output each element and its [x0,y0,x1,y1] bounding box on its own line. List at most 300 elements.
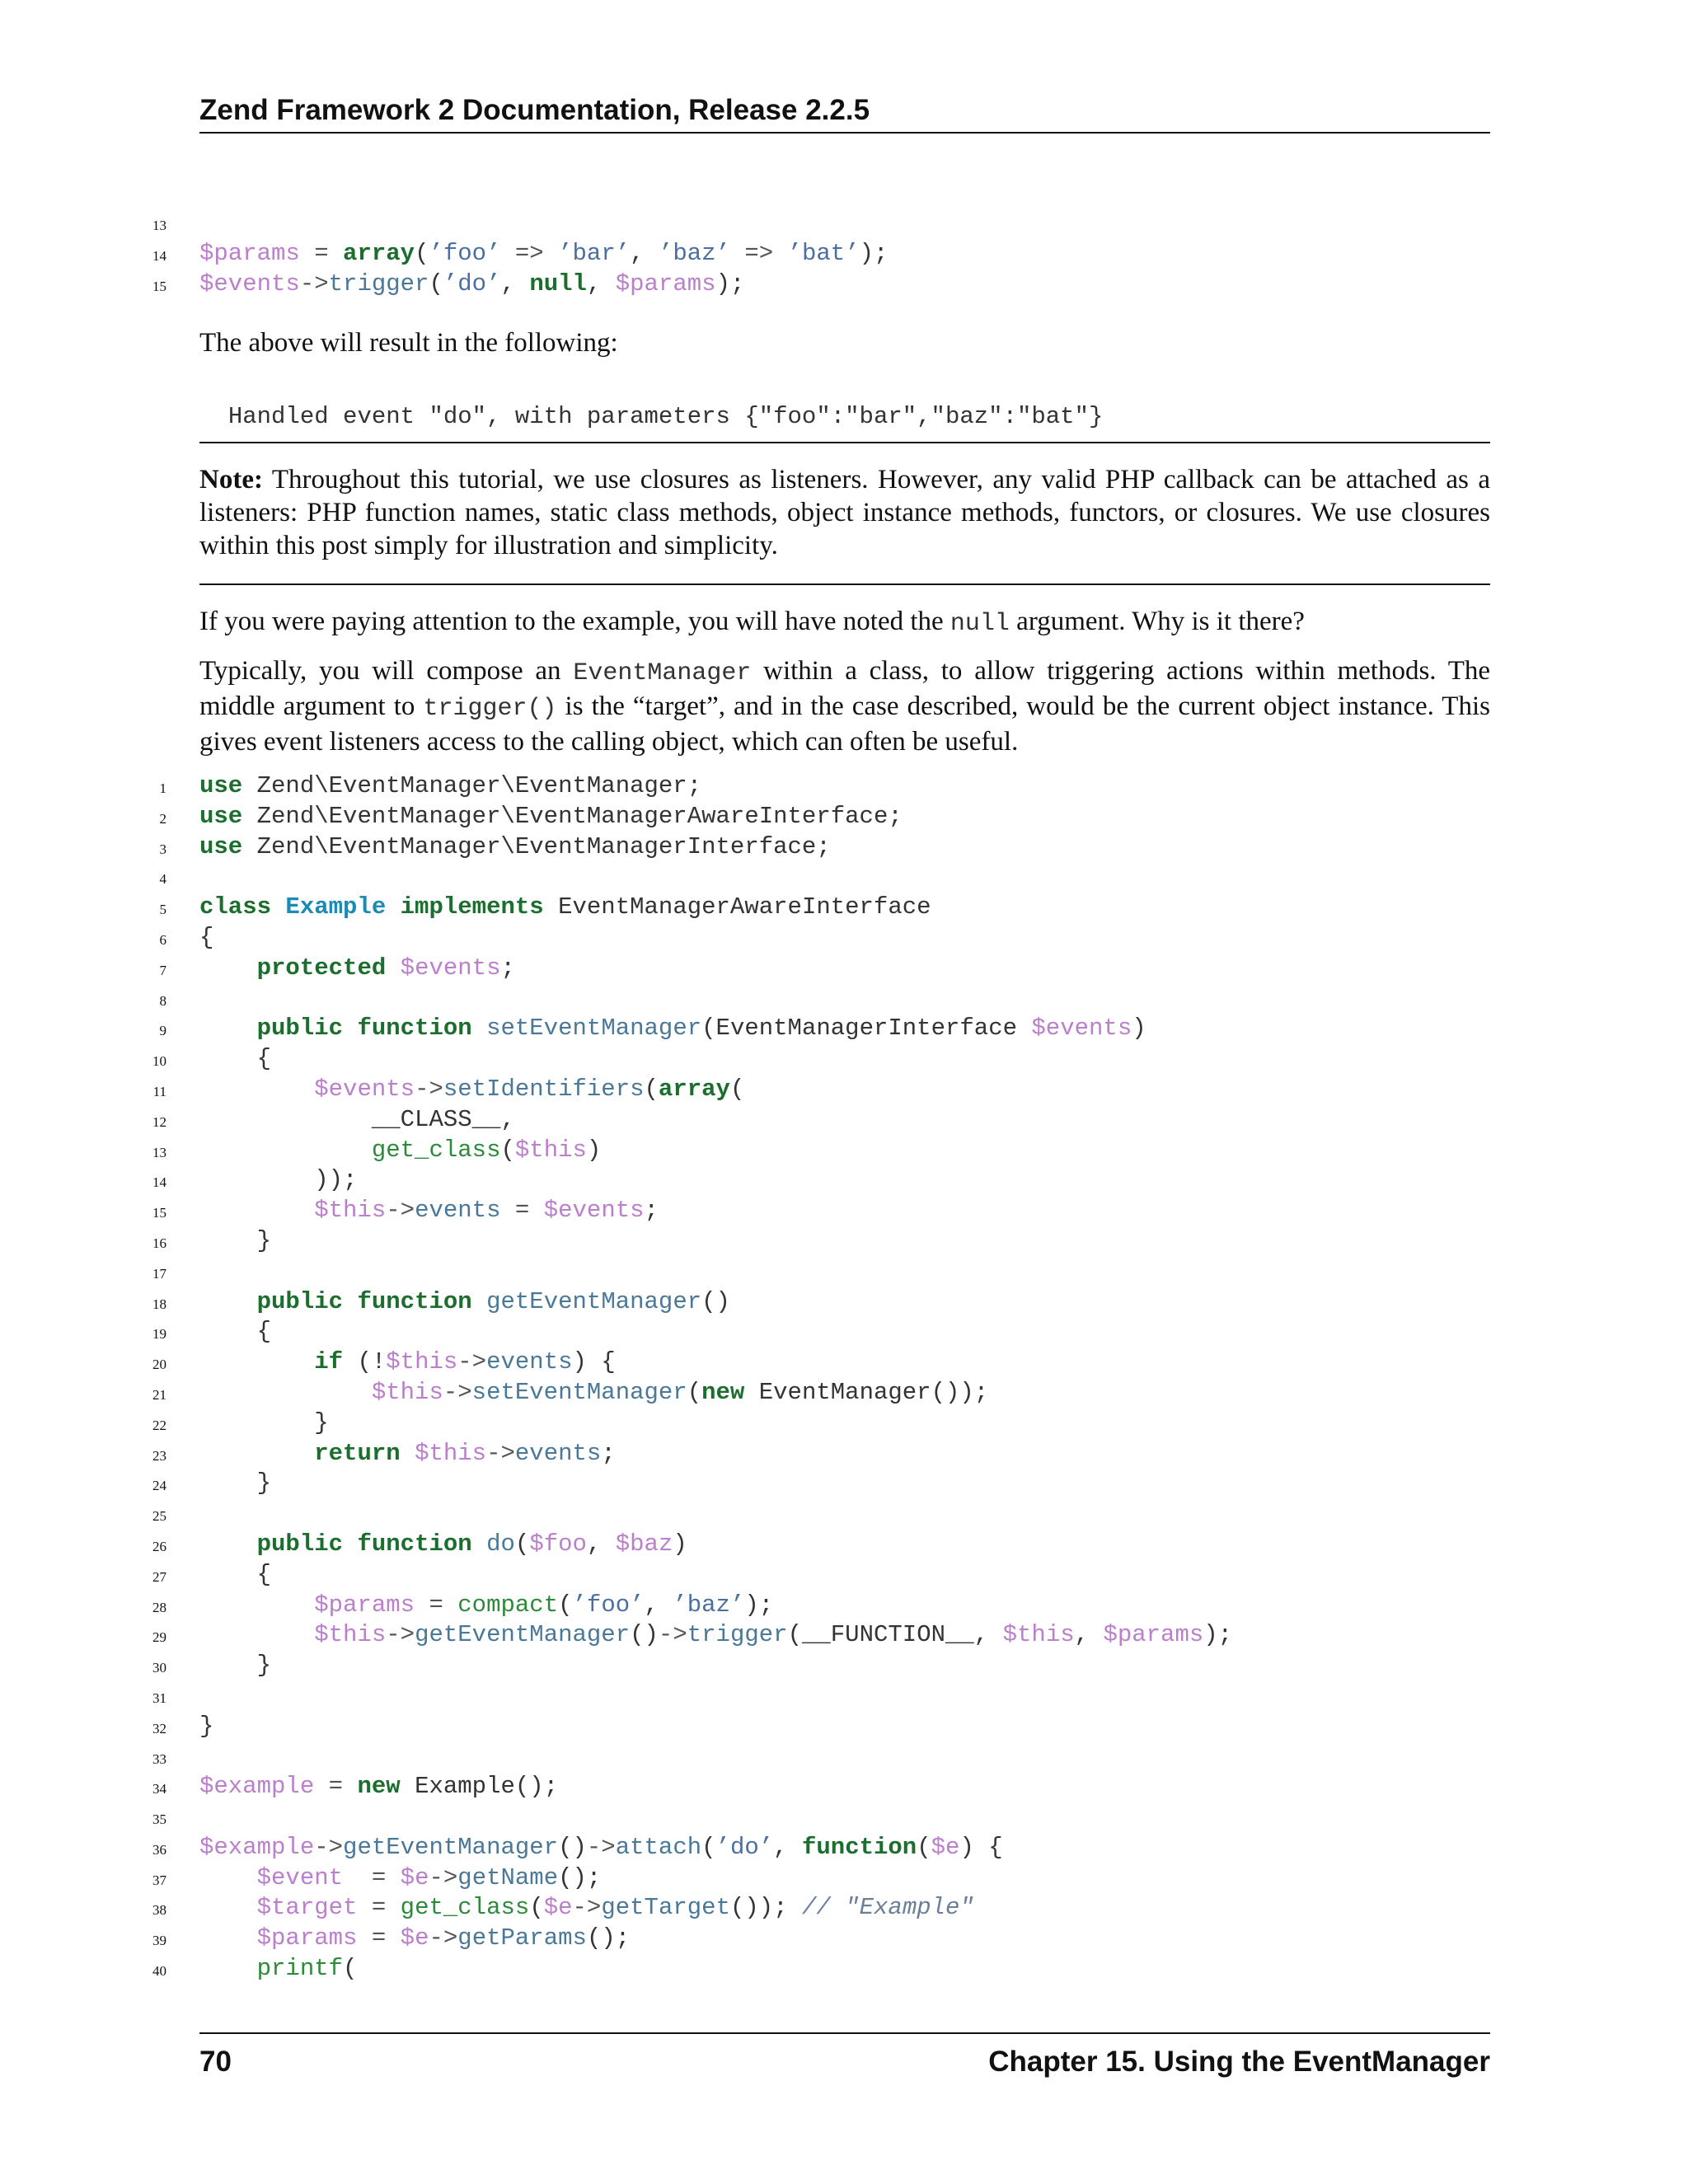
code-token: -> [429,1924,458,1952]
code-line [124,1772,1525,1802]
code-token: array [658,1075,730,1103]
code-token: } [199,1712,214,1740]
code-token: ()); [729,1894,802,1922]
code-token: ) { [959,1833,1003,1861]
code-token: ; [601,1439,616,1467]
line-number: 14 [152,247,166,264]
code-token: ’baz’ [673,1591,745,1619]
code-line [124,1075,1525,1105]
code-token: events [514,1439,602,1467]
code-token [199,1197,314,1224]
line-number: 15 [152,1205,166,1221]
code-token [199,1955,257,1982]
code-token: new [701,1378,745,1406]
code-token: ’do’ [715,1833,774,1861]
code-text [199,1439,616,1469]
code-token: ; [644,1197,659,1225]
output-line: Handled event "do", with parameters {"foo":"bar","baz":"bat"} [227,403,1104,430]
code-line [124,1560,1525,1591]
code-line [124,1802,1525,1833]
code-token: ’foo’ [429,239,501,267]
line-number: 28 [152,1599,166,1615]
code-token: => [500,239,559,267]
code-line [124,1499,1525,1530]
line-number: 23 [152,1447,166,1464]
code-text [199,832,831,863]
line-number: 14 [152,1174,166,1191]
code-token [472,1530,486,1558]
code-token: ( [644,1075,659,1103]
code-line [124,1165,1525,1196]
line-number: 31 [152,1690,166,1706]
code-token: $example [199,1833,315,1861]
code-token: = [314,1773,358,1801]
code-line [124,1681,1525,1712]
code-token: $this [314,1621,387,1649]
code-token [401,1440,415,1467]
code-line [124,1893,1525,1924]
code-token: , [586,269,616,298]
line-number: 5 [159,902,166,918]
code-token: getParams [457,1924,587,1952]
code-token: $this [314,1197,387,1225]
line-number: 7 [159,962,166,978]
code-token [472,1288,486,1315]
code-token: (EventManagerInterface [701,1015,1032,1043]
code-text [199,1772,558,1802]
line-number: 2 [159,810,166,827]
compose-part2: within a class, to allow triggering actions within methods. The middle argument to [199,656,1490,721]
code-token: return [314,1439,401,1467]
result-intro-text: The above will result in the following: [199,328,618,358]
code-token [199,1288,257,1315]
code-token [199,1894,257,1921]
code-token: attach [615,1833,702,1861]
code-token: getTarget [601,1894,730,1922]
line-number: 13 [152,1144,166,1160]
code-line [124,862,1525,893]
code-token: , [644,1591,673,1619]
note-body [199,463,1490,562]
code-token: -> [386,1621,415,1649]
code-token: , [1074,1621,1104,1649]
code-line [124,1136,1525,1166]
code-token [386,893,400,921]
code-text [199,1954,357,1985]
code-token: ’foo’ [572,1591,645,1619]
code-token: () [630,1621,659,1649]
code-token: -> [457,1348,487,1376]
code-token: $params [615,269,716,298]
code-text [199,1317,271,1347]
code-token: $foo [529,1530,587,1558]
code-token: use [199,772,243,799]
code-token: $this [386,1348,458,1376]
code-token: $this [514,1136,587,1164]
code-line [124,923,1525,954]
line-number: 20 [152,1357,166,1373]
code-token: $e [543,1894,573,1922]
line-number: 24 [152,1478,166,1494]
line-number: 36 [152,1841,166,1858]
code-text [199,1136,601,1166]
null-para-before: If you were paying attention to the example, you will have noted the [199,607,950,636]
code-token: ’bat’ [787,239,860,267]
line-number: 12 [152,1113,166,1130]
chapter-title: Chapter 15. Using the EventManager [988,2046,1490,2078]
code-text [199,269,744,300]
code-token: } [199,1408,329,1436]
line-number: 25 [152,1508,166,1525]
code-line [124,209,1525,239]
code-token: $e [400,1924,429,1952]
code-token: getEventManager [415,1621,631,1649]
paragraph-compose [199,654,1490,758]
code-line [124,1742,1525,1773]
code-token: $event [256,1863,344,1891]
code-text [199,1287,730,1318]
page-number: 70 [199,2046,232,2078]
code-token: , [630,239,659,267]
code-token [199,1530,257,1558]
code-block-trigger [124,209,1525,299]
code-text [199,954,515,984]
line-number: 11 [152,1083,166,1099]
code-token: , [773,1833,802,1861]
line-number: 15 [152,278,166,294]
null-para-after: argument. Why is it there? [1009,607,1305,636]
code-token: (); [586,1924,631,1952]
code-token: ) { [572,1348,616,1376]
code-token: null [529,269,587,298]
code-token [343,1015,357,1042]
code-token: $events [400,954,501,982]
code-token: -> [486,1439,515,1467]
code-token: ( [917,1833,931,1861]
code-token: ’baz’ [658,239,730,267]
code-token: = [299,239,344,267]
code-line [124,239,1525,269]
code-token [343,1288,357,1315]
paragraph-null-argument [199,605,1490,640]
code-token: } [199,1469,272,1497]
line-number: 30 [152,1660,166,1676]
code-token: $events [199,269,300,298]
line-number: 18 [152,1296,166,1312]
code-token: __CLASS__, [199,1105,515,1133]
code-line [124,1226,1525,1257]
code-token: } [199,1652,272,1680]
code-text [199,1893,974,1924]
code-token: public [256,1287,344,1315]
code-text [199,802,903,832]
code-token: => [729,239,788,267]
line-number: 38 [152,1902,166,1919]
code-token: $params [199,239,300,267]
code-token: $events [543,1197,645,1225]
line-number: 35 [152,1811,166,1828]
code-line [124,1620,1525,1651]
code-token: protected [256,954,387,982]
code-line [124,954,1525,984]
code-token: EventManager()); [744,1378,989,1406]
code-token: { [199,1045,272,1073]
code-token: $e [400,1863,429,1891]
code-line [124,1591,1525,1621]
code-token: function [357,1287,472,1315]
code-token: $params [1103,1621,1204,1649]
code-line [124,1287,1525,1318]
line-number: 19 [152,1326,166,1343]
code-line [124,832,1525,863]
code-token: if [314,1348,344,1376]
null-inline-code: null [950,610,1010,638]
code-token: $e [931,1833,960,1861]
code-token: $this [1002,1621,1075,1649]
line-number: 34 [152,1781,166,1797]
code-text [199,1924,630,1954]
line-number: 10 [152,1053,166,1070]
code-text [199,771,701,802]
code-text [199,1620,1232,1651]
code-token: Zend\EventManager\EventManager; [242,772,702,799]
code-token [199,954,257,982]
code-token: array [343,239,415,267]
code-token: ( [701,1833,716,1861]
code-token: ( [343,1955,358,1983]
code-token: ’bar’ [558,239,631,267]
code-token: class [199,893,272,921]
code-token [199,1864,257,1891]
code-token: ’do’ [443,269,501,298]
note-text: Throughout this tutorial, we use closures as listeners. However, any valid PHP callback can be attached as a listeners: PHP function names, static class methods, object instance methods, functors, or closures. We use closures within this post simply for illustration and simplicity. [199,465,1491,560]
code-token: printf [256,1955,344,1983]
code-token: -> [299,269,329,298]
code-text [199,1347,616,1378]
code-token: trigger [328,269,429,298]
code-text [199,1165,357,1196]
code-line [124,1924,1525,1954]
code-text [199,1712,213,1742]
code-token: ( [687,1378,702,1406]
code-token: $baz [615,1530,673,1558]
line-number: 37 [152,1872,166,1888]
code-token: )); [199,1166,358,1194]
code-line [124,1257,1525,1287]
code-line [124,1439,1525,1469]
code-text [199,1196,659,1226]
code-token: setEventManager [471,1378,687,1406]
code-token: = [357,1894,401,1922]
code-line [124,1469,1525,1499]
code-text [199,1651,271,1681]
code-token: ); [715,269,745,298]
code-text [199,1014,1146,1044]
code-token [386,954,400,982]
code-token: { [199,923,214,951]
code-token: $params [314,1591,415,1619]
code-token: -> [429,1863,458,1891]
code-line [124,1317,1525,1347]
line-number: 4 [159,871,166,888]
code-token: ( [429,269,443,298]
code-token: = [343,1863,401,1891]
code-block-example-class [124,771,1525,1985]
code-token: events [486,1348,573,1376]
code-token: Zend\EventManager\EventManagerAwareInterface; [242,802,903,830]
code-token: ) [1132,1015,1146,1043]
code-text [199,1105,515,1136]
line-number: 16 [152,1235,166,1251]
code-token: -> [572,1894,602,1922]
code-token: () [558,1833,587,1861]
code-token: (); [558,1863,602,1891]
code-token: , [500,269,530,298]
code-token: ); [1203,1621,1233,1649]
code-token [472,1015,486,1042]
code-text [199,1863,601,1894]
code-text [199,1408,329,1439]
code-token: ) [673,1530,687,1558]
code-token: $this [371,1378,443,1406]
code-token: (! [343,1348,387,1376]
code-token [199,1379,372,1406]
code-token: setIdentifiers [443,1075,645,1103]
code-text [199,1044,271,1075]
code-token: compact [457,1591,559,1619]
code-text [199,1560,271,1591]
code-token: $events [314,1075,415,1103]
code-token: ); [859,239,889,267]
code-token: Example [285,893,387,921]
code-token: getEventManager [343,1833,559,1861]
code-token: ( [529,1894,544,1922]
output-block [199,376,1103,430]
code-text [199,1075,744,1105]
code-text [199,239,888,269]
line-number: 33 [152,1750,166,1767]
code-line [124,1863,1525,1894]
line-number: 13 [152,218,166,233]
code-token: ) [586,1136,602,1164]
code-text [199,1226,271,1257]
code-line [124,802,1525,832]
code-line [124,893,1525,923]
code-token: implements [400,893,544,921]
code-token: events [415,1197,501,1225]
code-token: setEventManager [486,1015,702,1043]
code-token: $this [415,1439,487,1467]
code-token: -> [443,1378,472,1406]
code-token: getName [457,1863,559,1891]
code-token: } [199,1226,272,1254]
code-token: $params [256,1924,358,1952]
code-token: (__FUNCTION__, [787,1621,1003,1649]
compose-part3: is the “target”, and in the case described, would be the current object instance. This gives event listeners access to the calling object, which can often be useful. [199,691,1490,757]
paragraph-result-intro [199,326,1490,359]
line-number: 6 [159,931,166,948]
code-token [343,1530,357,1558]
code-token: $events [1031,1015,1132,1043]
code-line [124,1196,1525,1226]
code-token: ( [729,1075,745,1103]
code-text [199,893,931,923]
code-token: () [701,1287,730,1315]
code-token: -> [314,1833,344,1861]
code-line [124,1044,1525,1075]
line-number: 29 [152,1629,166,1646]
code-token: get_class [400,1894,530,1922]
code-line [124,269,1525,300]
code-token: public [256,1530,344,1558]
code-token: = [500,1197,544,1225]
code-line [124,1954,1525,1985]
note-label: Note: [199,465,263,494]
line-number: 22 [152,1417,166,1433]
code-line [124,1408,1525,1439]
code-token: $target [256,1894,358,1922]
document-title: Zend Framework 2 Documentation, Release 2.2.5 [199,94,870,126]
line-number: 32 [152,1720,166,1736]
code-token [199,1591,314,1619]
page-footer [199,2032,1490,2083]
line-number: 8 [159,992,166,1009]
line-number: 9 [159,1023,166,1039]
code-text [199,1378,988,1408]
trigger-inline-code: trigger() [423,695,557,723]
code-token: new [357,1773,401,1801]
code-line [124,1014,1525,1044]
code-line [124,1105,1525,1136]
code-token: public [256,1015,344,1043]
line-number: 3 [159,841,166,857]
code-token: EventManagerAwareInterface [543,893,931,921]
code-text [199,1591,773,1621]
code-token: -> [415,1075,443,1103]
line-number: 21 [152,1386,166,1403]
code-token: = [357,1924,401,1952]
code-token: ); [744,1591,774,1619]
code-token: -> [386,1197,415,1225]
line-number: 27 [152,1568,166,1585]
code-line [124,1378,1525,1408]
line-number: 17 [152,1265,166,1282]
code-token: get_class [371,1136,501,1164]
line-number: 40 [152,1963,166,1980]
code-token: Example(); [400,1773,559,1801]
code-token [199,1348,314,1376]
code-text [199,1530,687,1560]
code-token: ; [500,954,515,982]
code-token: ( [514,1530,530,1558]
code-token: -> [658,1621,687,1649]
code-token [199,1621,314,1648]
code-token: , [586,1530,616,1558]
code-line [124,1347,1525,1378]
code-token: use [199,802,243,830]
code-line [124,1833,1525,1863]
code-token [271,893,285,921]
code-token [199,1137,372,1164]
code-line [124,1712,1525,1742]
running-header [199,92,1490,134]
code-token: ( [558,1591,573,1619]
line-number: 1 [159,780,166,796]
code-token: function [801,1833,917,1861]
code-token: use [199,832,243,860]
code-line [124,771,1525,802]
code-token: { [199,1318,272,1346]
